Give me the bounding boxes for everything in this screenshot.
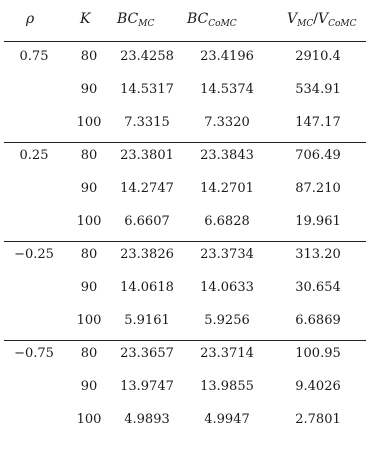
cell-bc-mc: 7.3315 <box>124 115 170 130</box>
cell-ratio: 706.49 <box>295 148 341 163</box>
cell-bc-mc: 6.6607 <box>124 214 170 229</box>
cell-bc-comc: 23.3714 <box>200 346 254 361</box>
header-ratio-den-base: V <box>317 11 329 27</box>
header-rule <box>4 41 366 42</box>
cell-ratio: 147.17 <box>295 115 341 130</box>
cell-bc-comc: 23.3843 <box>200 148 254 163</box>
cell-k: 80 <box>80 346 98 361</box>
header-ratio-den-sub: CoMC <box>328 19 357 29</box>
cell-ratio: 19.961 <box>295 214 341 229</box>
cell-rho: 0.75 <box>19 49 49 64</box>
header-k: K <box>80 11 91 27</box>
cell-bc-mc: 23.3826 <box>120 247 174 262</box>
cell-ratio: 30.654 <box>295 280 341 295</box>
cell-rho: −0.25 <box>14 247 54 262</box>
cell-bc-mc: 14.0618 <box>120 280 174 295</box>
header-bc-comc <box>187 11 237 29</box>
cell-bc-comc: 7.3320 <box>204 115 250 130</box>
cell-ratio: 100.95 <box>295 346 341 361</box>
cell-bc-comc: 23.3734 <box>200 247 254 262</box>
cell-bc-comc: 14.0633 <box>200 280 254 295</box>
cell-bc-comc: 6.6828 <box>204 214 250 229</box>
cell-bc-mc: 4.9893 <box>124 412 170 427</box>
cell-bc-mc: 5.9161 <box>124 313 170 328</box>
header-bc-comc-sub: CoMC <box>208 19 237 29</box>
header-ratio-num-base: V <box>287 11 298 27</box>
cell-rho: −0.75 <box>14 346 54 361</box>
header-rho: ρ <box>26 11 35 27</box>
header-bc-mc-base: BC <box>117 11 139 27</box>
cell-bc-mc: 13.9747 <box>120 379 174 394</box>
cell-bc-comc: 23.4196 <box>200 49 254 64</box>
cell-k: 90 <box>80 379 98 394</box>
table-header <box>0 0 370 40</box>
cell-bc-comc: 5.9256 <box>204 313 250 328</box>
cell-ratio: 534.91 <box>295 82 341 97</box>
cell-ratio: 87.210 <box>295 181 341 196</box>
cell-bc-comc: 14.5374 <box>200 82 254 97</box>
cell-k: 90 <box>80 82 98 97</box>
header-bc-mc-sub: MC <box>138 19 155 29</box>
cell-ratio: 6.6869 <box>295 313 341 328</box>
cell-k: 90 <box>80 280 98 295</box>
header-ratio-sep: / <box>313 11 318 27</box>
cell-bc-mc: 23.3657 <box>120 346 174 361</box>
header-bc-mc <box>117 11 154 29</box>
cell-ratio: 2910.4 <box>295 49 341 64</box>
header-ratio-num-sub: MC <box>297 19 314 29</box>
cell-bc-mc: 14.2747 <box>120 181 174 196</box>
cell-bc-mc: 23.3801 <box>120 148 174 163</box>
cell-k: 100 <box>76 313 102 328</box>
cell-k: 100 <box>76 412 102 427</box>
cell-bc-mc: 14.5317 <box>120 82 174 97</box>
cell-k: 80 <box>80 49 98 64</box>
cell-bc-comc: 4.9947 <box>204 412 250 427</box>
header-bc-comc-base: BC <box>187 11 209 27</box>
cell-k: 80 <box>80 148 98 163</box>
cell-rho: 0.25 <box>19 148 49 163</box>
group-rule <box>4 340 366 341</box>
cell-k: 80 <box>80 247 98 262</box>
header-ratio <box>287 11 356 29</box>
cell-k: 90 <box>80 181 98 196</box>
cell-ratio: 9.4026 <box>295 379 341 394</box>
cell-ratio: 2.7801 <box>295 412 341 427</box>
cell-k: 100 <box>76 115 102 130</box>
group-rule <box>4 241 366 242</box>
cell-ratio: 313.20 <box>295 247 341 262</box>
cell-bc-mc: 23.4258 <box>120 49 174 64</box>
group-rule <box>4 142 366 143</box>
cell-bc-comc: 13.9855 <box>200 379 254 394</box>
cell-k: 100 <box>76 214 102 229</box>
cell-bc-comc: 14.2701 <box>200 181 254 196</box>
